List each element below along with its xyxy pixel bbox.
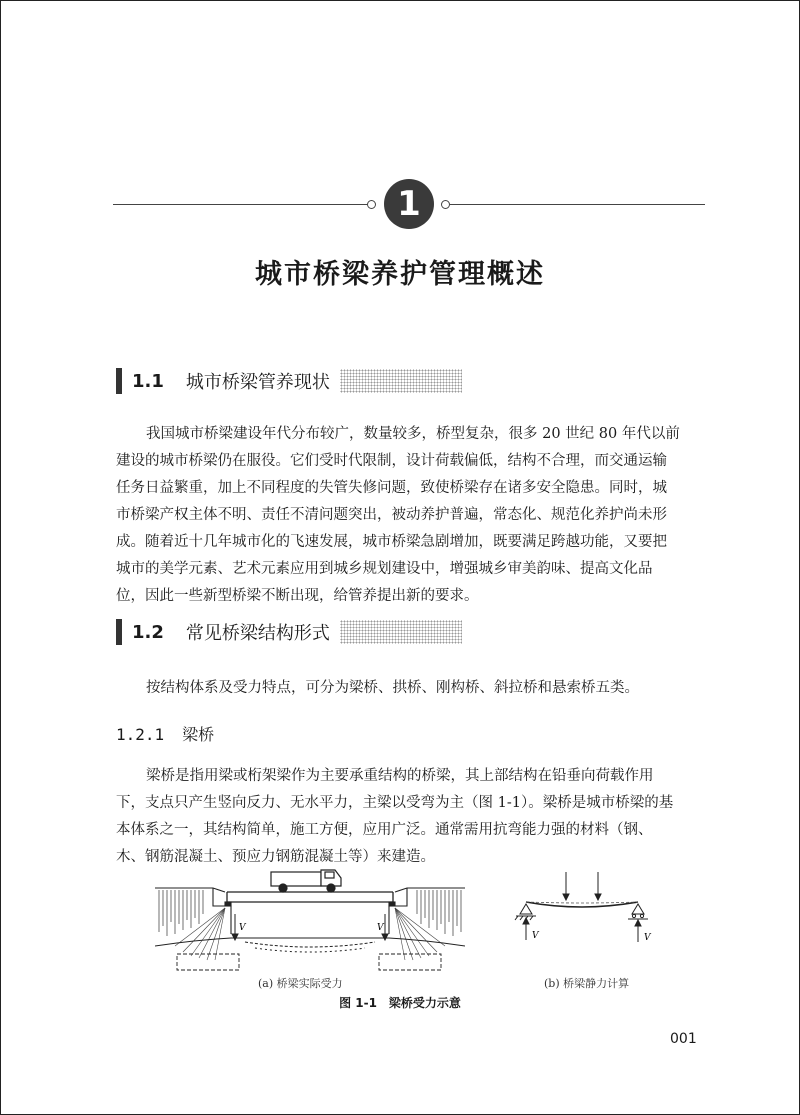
section-bar [116,368,122,394]
right-force-fan [395,908,445,960]
left-embankment-hatching [159,890,203,936]
paragraph-line: 木、钢筋混凝土、预应力钢筋混凝土等）来建造。 [116,849,435,865]
section-dot-pattern [340,369,462,393]
subsection-heading-1-2-1 [116,722,214,745]
section-1-2-intro [116,675,702,702]
figure-a-bridge-illustration [155,862,465,980]
section-number: 1.1 [132,370,164,392]
paragraph-line: 下，支点只产生竖向反力、无水平力，主梁以受弯为主（图 1-1）。梁桥是城市桥梁的基 [116,795,674,811]
riverbed [155,938,465,952]
right-reaction-label: V [377,923,384,933]
paragraph-line: 按结构体系及受力特点，可分为梁桥、拱桥、刚构桥、斜拉桥和悬索桥五类。 [146,680,639,696]
right-foundation-box [379,954,441,970]
section-title: 城市桥梁管养现状 [185,372,330,393]
chapter-rule-right [450,204,705,205]
right-embankment-hatching [417,890,461,936]
deflection-reference [526,902,638,903]
right-reaction-label: V [644,933,651,943]
chapter-title: 城市桥梁养护管理概述 [255,259,545,290]
subsection-paragraph [116,763,702,871]
left-force-fan [175,908,225,960]
section-dot-pattern [340,620,462,644]
paragraph-line: 任务日益繁重，加上不同程度的失管失修问题，致使桥梁存在诸多安全隐患。同时，城 [116,480,667,496]
paragraph-line: 成。随着近十几年城市化的飞速发展，城市桥梁急剧增加，既要满足跨越功能，又要把 [116,534,667,550]
section-1-1-paragraph [116,421,702,610]
chapter-rule-dot-right [441,200,450,209]
bridge-deck [227,892,393,902]
load-arrows [563,872,601,900]
figure-caption-a: (a) 桥梁实际受力 [258,977,343,990]
figure-b-static-diagram [512,870,662,950]
paragraph-line: 我国城市桥梁建设年代分布较广，数量较多，桥型复杂，很多 20 世纪 80 年代以前 [146,426,680,442]
section-title: 常见桥梁结构形式 [185,623,330,644]
paragraph-line: 位，因此一些新型桥梁不断出现，给管养提出新的要求。 [116,588,479,604]
truck-illustration [271,870,341,892]
paragraph-line: 本体系之一，其结构简单，施工方便，应用广泛。通常需用抗弯能力强的材料（钢、 [116,822,653,838]
left-reaction-label: V [239,923,246,933]
left-reaction-label: V [532,931,539,941]
paragraph-line: 梁桥是指用梁或桁架梁作为主要承重结构的桥梁，其上部结构在铅垂向荷载作用 [146,768,654,784]
paragraph-line: 市桥梁产权主体不明、责任不清问题突出，被动养护普遍，常态化、规范化养护尚未形 [116,507,667,523]
section-bar [116,619,122,645]
left-abutment [155,888,231,934]
subsection-title: 梁桥 [182,725,215,744]
section-number: 1.2 [132,621,164,643]
paragraph-line: 建设的城市桥梁仍在服役。它们受时代限制，设计荷载偏低，结构不合理，而交通运输 [116,453,667,469]
right-abutment [389,888,465,934]
paragraph-line: 城市的美学元素、艺术元素应用到城乡规划建设中，增强城乡审美韵味、提高文化品 [116,561,653,577]
subsection-number: 1.2.1 [116,725,165,744]
reaction-arrows [232,914,388,940]
chapter-rule-left [113,204,371,205]
figure-caption-b: (b) 桥梁静力计算 [544,977,630,990]
section-heading-1-1 [116,367,462,395]
section-heading-1-2 [116,618,462,646]
chapter-number-badge: 1 [384,179,434,229]
figure-title: 图 1-1 梁桥受力示意 [339,996,461,1010]
chapter-rule-dot-left [367,200,376,209]
page-number: 001 [670,1031,697,1047]
